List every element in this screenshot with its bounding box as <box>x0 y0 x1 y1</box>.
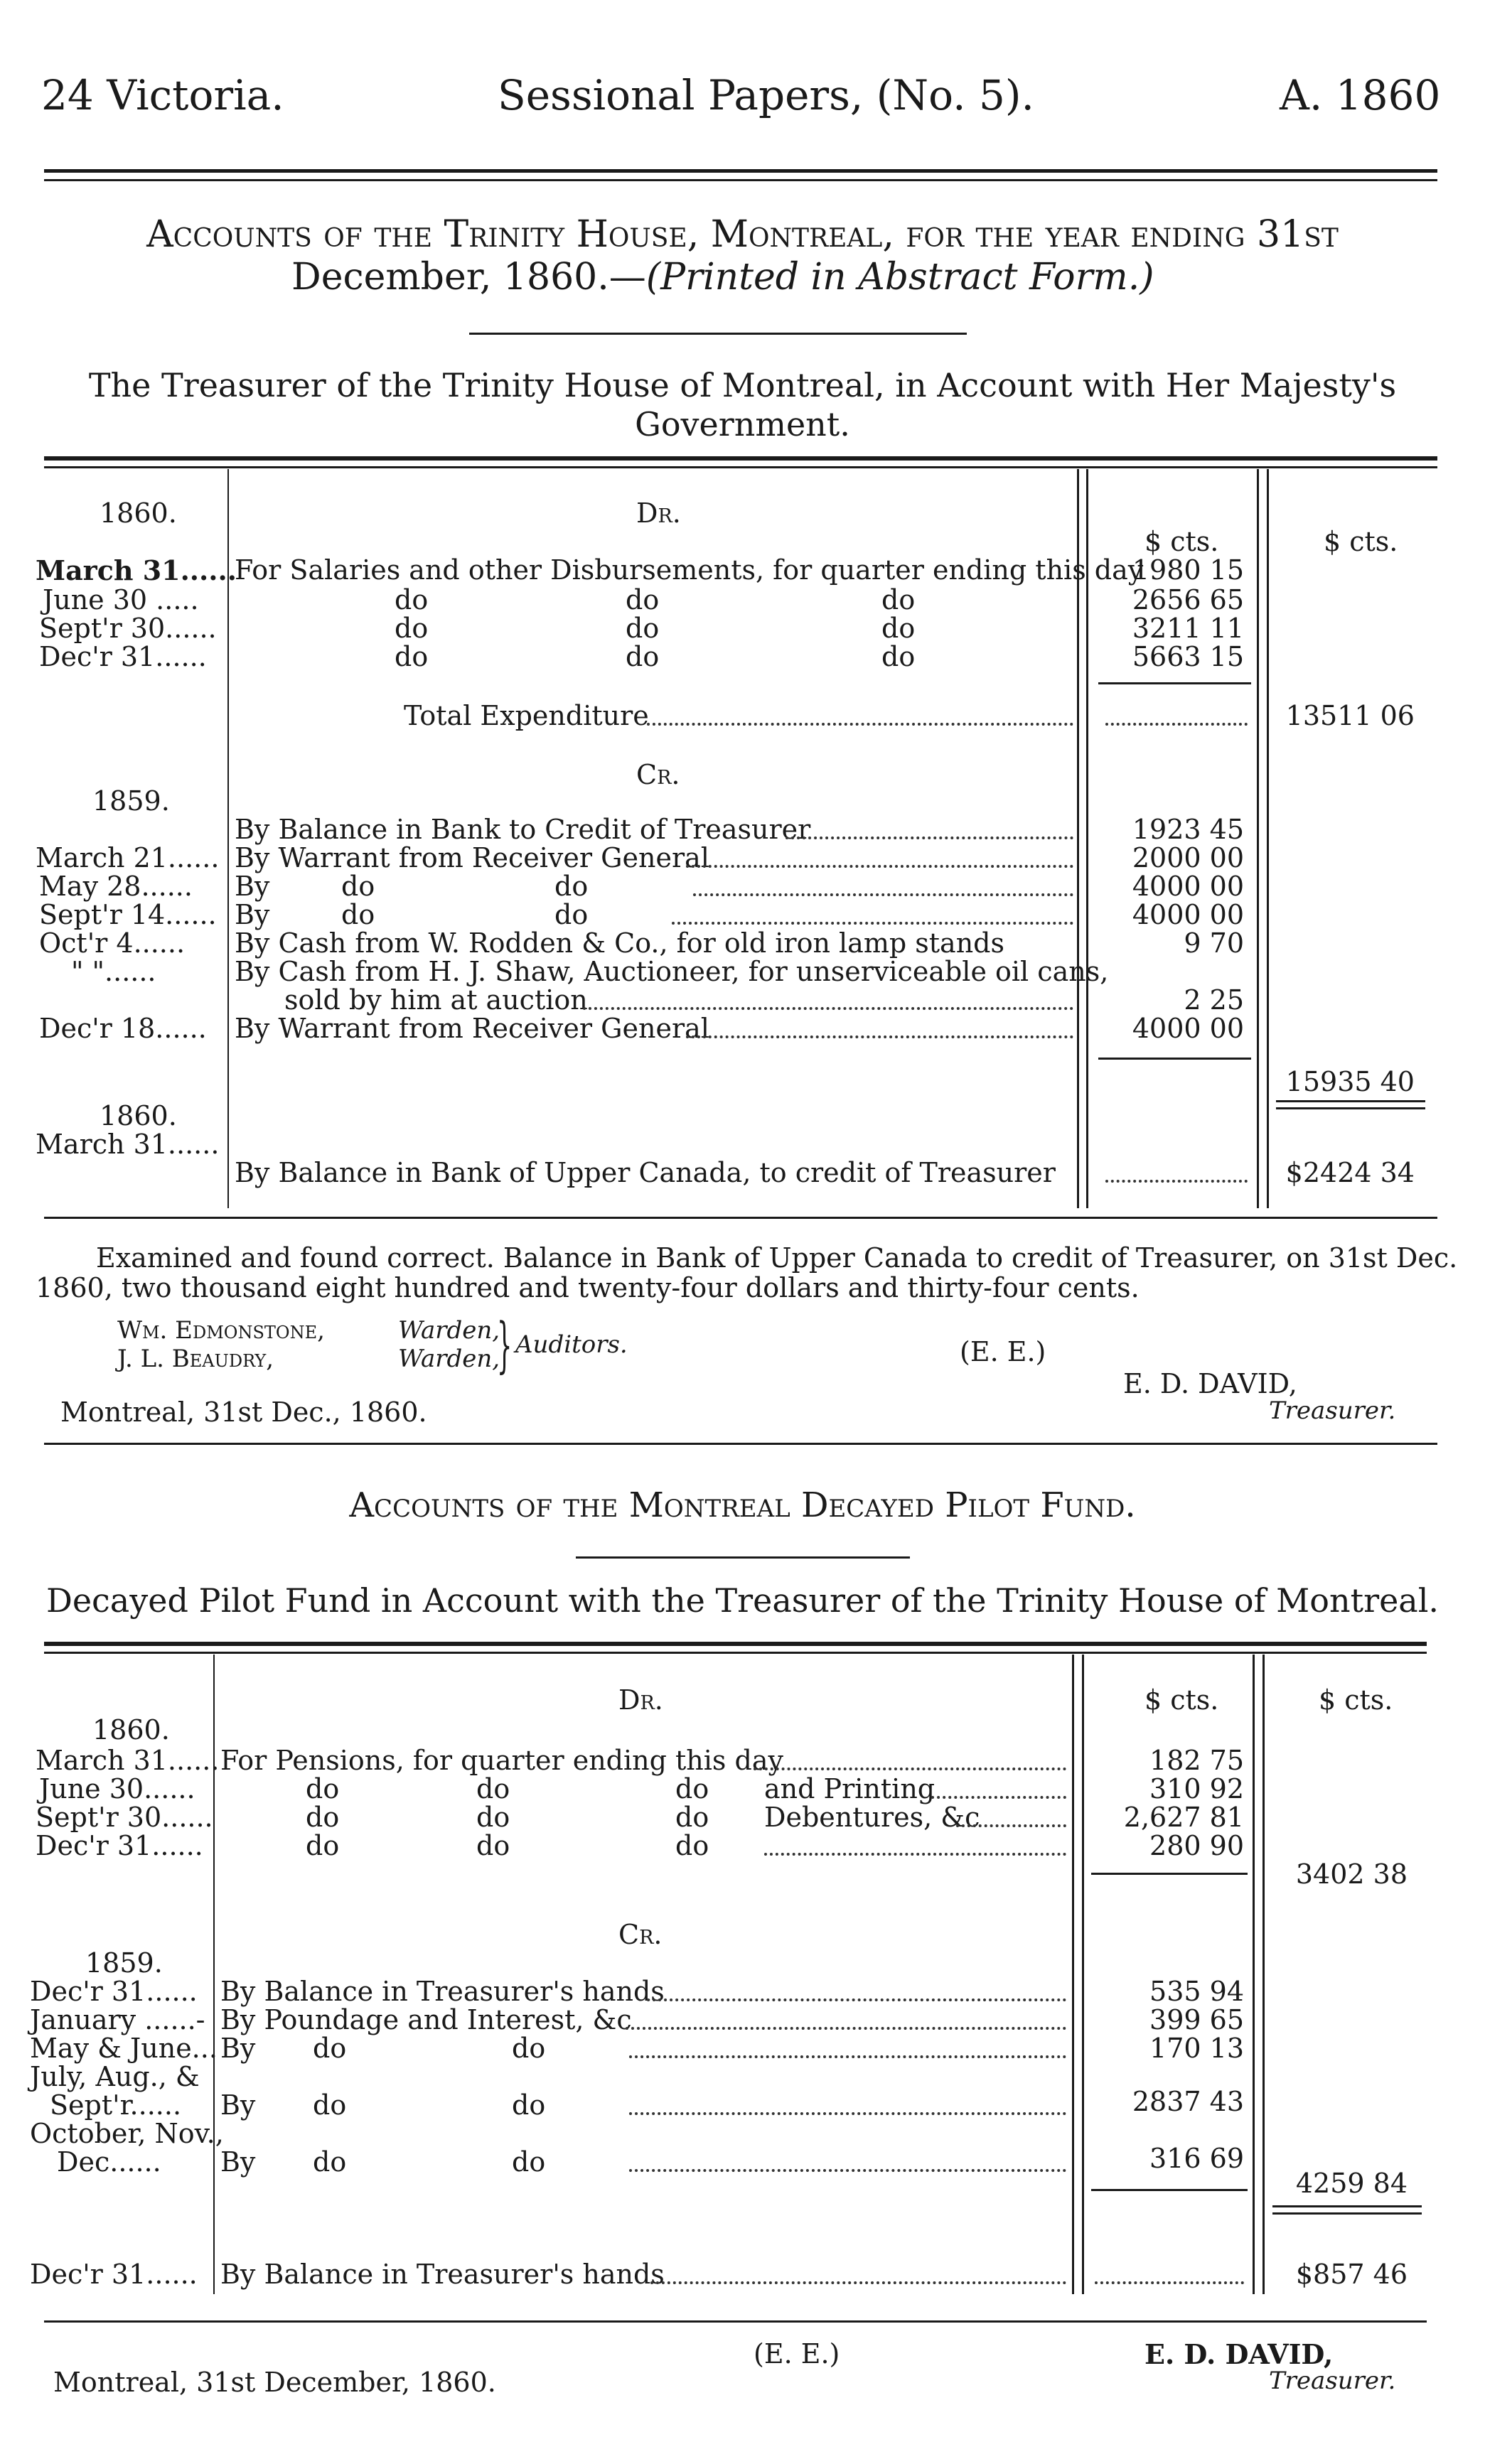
trinity-bal-year: 1860. <box>100 1100 177 1131</box>
trinity-cr-row-amount: 2 25 <box>1184 984 1244 1016</box>
pilot-cr-row-date: May & June... <box>30 2033 218 2064</box>
pilot-dr-total: 3402 38 <box>1295 1858 1408 1890</box>
trinity-dr-row-ditto: do <box>881 584 916 615</box>
trinity-cr-row-text: By <box>235 871 270 902</box>
section-separator <box>44 1443 1437 1445</box>
leader-dots <box>650 2279 1066 2284</box>
trinity-cr-total-rule2 <box>1276 1107 1425 1109</box>
pilot-table-top-rule2 <box>44 1652 1427 1654</box>
trinity-cr-row-text: By <box>235 899 270 930</box>
trinity-signer: E. D. DAVID, <box>1123 1368 1297 1399</box>
pilot-cr-row-amount: 399 65 <box>1149 2004 1244 2035</box>
leader-dots <box>786 834 1073 839</box>
trinity-ee: (E. E.) <box>960 1336 1046 1367</box>
header-session: 24 Victoria. <box>41 71 284 119</box>
pilot-subtitle: Decayed Pilot Fund in Account with the Treasurer of the Trinity House of Montreal. <box>45 1581 1440 1620</box>
pilot-dr-row-date: June 30...... <box>39 1773 195 1804</box>
trinity-cr-row-text: By Warrant from Receiver General <box>235 1013 709 1044</box>
pilot-col-header-1: $ cts. <box>1144 1684 1219 1716</box>
pilot-cr-row-ditto: do <box>313 2033 347 2064</box>
pilot-col-divider-3 <box>1253 1655 1255 2294</box>
pilot-dr-row-ditto: do <box>675 1830 709 1861</box>
trinity-bal-amount: $2424 34 <box>1285 1157 1415 1188</box>
trinity-title-line1: Accounts of the Trinity House, Montreal, for the year ending 31st <box>146 213 1339 256</box>
trinity-title-line2: December, 1860.—(Printed in Abstract Form.) <box>291 256 1154 298</box>
pilot-dr-row-ditto: do <box>675 1802 709 1833</box>
pilot-cr-row-amount: 535 94 <box>1149 1976 1244 2007</box>
trinity-dr-row-ditto: do <box>395 613 429 644</box>
trinity-dr-row-date: Dec'r 31...... <box>39 641 207 672</box>
trinity-bal-text: By Balance in Bank of Upper Canada, to credit of Treasurer <box>235 1157 1056 1188</box>
pilot-col-header-2: $ cts. <box>1319 1684 1393 1716</box>
trinity-col-header-2: $ cts. <box>1324 526 1398 557</box>
leader-dots <box>686 862 1073 868</box>
pilot-cr-row-text: By <box>220 2089 256 2121</box>
trinity-dr-row-ditto: do <box>395 584 429 615</box>
trinity-total-expenditure-label: Total Expenditure <box>404 700 649 731</box>
trinity-title-divider <box>469 333 967 335</box>
pilot-bal-date: Dec'r 31...... <box>30 2259 198 2290</box>
pilot-col-divider-2 <box>1082 1655 1084 2294</box>
leader-dots <box>1095 2279 1244 2284</box>
pilot-dr-row-ditto: do <box>476 1802 510 1833</box>
pilot-dr-row-extra: and Printing <box>764 1773 936 1804</box>
trinity-dr-row-ditto: do <box>626 641 660 672</box>
trinity-dr-row-amount: 3211 11 <box>1132 613 1244 644</box>
trinity-dr-row-ditto: do <box>881 641 916 672</box>
pilot-dr-row-amount: 310 92 <box>1149 1773 1244 1804</box>
trinity-cr-row-ditto: do <box>341 899 375 930</box>
auditor-2-name: J. L. Beaudry, <box>117 1345 274 1373</box>
trinity-dr-row-date: June 30 ..... <box>43 584 199 615</box>
trinity-cr-row-date: Dec'r 18...... <box>39 1013 207 1044</box>
pilot-col-divider-4 <box>1262 1655 1265 2294</box>
trinity-cr-row-ditto: do <box>554 899 589 930</box>
leader-dots <box>626 2024 1066 2030</box>
pilot-place-date: Montreal, 31st December, 1860. <box>53 2367 496 2398</box>
trinity-dr-year: 1860. <box>100 497 177 529</box>
pilot-cr-row-date: Sept'r...... <box>50 2089 182 2121</box>
leader-dots <box>686 1033 1073 1038</box>
leader-dots <box>1105 1177 1248 1183</box>
trinity-dr-row-ditto: do <box>626 613 660 644</box>
pilot-title-divider <box>576 1556 910 1559</box>
pilot-dr-row-text: For Pensions, for quarter ending this day <box>220 1745 783 1776</box>
trinity-dr-row-amount: 5663 15 <box>1132 641 1244 672</box>
pilot-cr-row-ditto: do <box>313 2146 347 2178</box>
pilot-dr-row-date: Dec'r 31...... <box>36 1830 203 1861</box>
trinity-place-date: Montreal, 31st Dec., 1860. <box>60 1397 427 1428</box>
pilot-title: Accounts of the Montreal Decayed Pilot Fund. <box>349 1485 1136 1525</box>
auditors-label: Auditors. <box>515 1330 628 1359</box>
trinity-dr-row-ditto: do <box>881 613 916 644</box>
pilot-bal-text: By Balance in Treasurer's hands <box>220 2259 665 2290</box>
trinity-examined-line1: Examined and found correct. Balance in Bank of Upper Canada to credit of Treasurer, on 31st Dec. <box>96 1242 1458 1274</box>
trinity-subtitle-line2: Government. <box>635 405 850 443</box>
pilot-dr-row-ditto: do <box>476 1830 510 1861</box>
trinity-cr-row-date: Sept'r 14...... <box>39 899 217 930</box>
trinity-cr-row-amount: 2000 00 <box>1132 842 1244 873</box>
trinity-dr-row-amount: 2656 65 <box>1132 584 1244 615</box>
pilot-dr-row-amount: 280 90 <box>1149 1830 1244 1861</box>
trinity-cr-total: 15935 40 <box>1285 1066 1415 1097</box>
trinity-cr-row-amount: 9 70 <box>1184 927 1244 959</box>
pilot-dr-year: 1860. <box>92 1714 170 1745</box>
pilot-dr-row-amount: 2,627 81 <box>1123 1802 1244 1833</box>
trinity-cr-row-date: " "...... <box>71 956 156 987</box>
trinity-cr-row-date: March 21...... <box>36 842 220 873</box>
trinity-cr-row-text: By Cash from H. J. Shaw, Auctioneer, for unserviceable oil cans, <box>235 956 1109 987</box>
trinity-cr-row-amount: 4000 00 <box>1132 1013 1244 1044</box>
pilot-col-divider-1 <box>1072 1655 1074 2294</box>
pilot-cr-total-rule <box>1272 2205 1422 2207</box>
trinity-cr-row-text: By Cash from W. Rodden & Co., for old iron lamp stands <box>235 927 1004 959</box>
header-year: A. 1860 <box>1280 71 1441 119</box>
leader-dots <box>1105 720 1248 726</box>
leader-dots <box>647 1996 1066 2001</box>
trinity-cr-row-amount: 1923 45 <box>1132 814 1244 845</box>
pilot-dr-row-ditto: do <box>675 1773 709 1804</box>
leader-dots <box>956 1822 1066 1827</box>
auditors-brace: } <box>497 1310 513 1379</box>
trinity-dr-row-ditto: do <box>395 641 429 672</box>
trinity-dr-row-text: For Salaries and other Disbursements, for quarter ending this day <box>235 554 1144 586</box>
pilot-cr-row-text: By Poundage and Interest, &c <box>220 2004 632 2035</box>
trinity-cr-row-date: Oct'r 4...... <box>39 927 186 959</box>
leader-dots <box>672 919 1073 925</box>
trinity-cr-subtotal-rule <box>1098 1058 1251 1060</box>
pilot-dr-row-amount: 182 75 <box>1149 1745 1244 1776</box>
pilot-table-top-rule <box>44 1642 1427 1646</box>
pilot-cr-year: 1859. <box>85 1947 163 1979</box>
pilot-cr-total-rule2 <box>1272 2212 1422 2215</box>
trinity-subtitle-line1: The Treasurer of the Trinity House of Montreal, in Account with Her Majesty's <box>88 366 1397 404</box>
pilot-cr-row-text: By <box>220 2033 256 2064</box>
pilot-bal-amount: $857 46 <box>1295 2259 1408 2290</box>
trinity-col-divider-4 <box>1267 469 1269 1208</box>
leader-dots <box>931 1793 1066 1799</box>
trinity-cr-year: 1859. <box>92 785 170 817</box>
trinity-cr-row-text: By Balance in Bank to Credit of Treasurer <box>235 814 811 845</box>
pilot-dr-row-date: March 31...... <box>36 1745 220 1776</box>
trinity-cr-row-amount: 4000 00 <box>1132 899 1244 930</box>
pilot-dr-label: Dr. <box>618 1684 663 1716</box>
pilot-dr-subtotal-rule <box>1091 1873 1248 1875</box>
pilot-cr-row-text: By <box>220 2146 256 2178</box>
pilot-dr-row-ditto: do <box>306 1830 340 1861</box>
trinity-dr-label: Dr. <box>636 497 681 529</box>
pilot-cr-subtotal-rule <box>1091 2189 1248 2191</box>
trinity-cr-label: Cr. <box>636 759 680 790</box>
trinity-cr-row-text: sold by him at auction <box>284 984 588 1016</box>
trinity-dr-row-amount: 1980 15 <box>1132 554 1244 586</box>
leader-dots <box>629 2166 1066 2172</box>
pilot-cr-row-date: July, Aug., & <box>30 2061 200 2092</box>
pilot-cr-row-amount: 316 69 <box>1149 2143 1244 2174</box>
pilot-cr-row-date: January ......- <box>30 2004 205 2035</box>
trinity-table-bottom-rule <box>44 1217 1437 1219</box>
trinity-dr-row-date: Sept'r 30...... <box>39 613 217 644</box>
trinity-cr-row-date: May 28...... <box>39 871 193 902</box>
trinity-col-divider-3 <box>1257 469 1259 1208</box>
pilot-cr-label: Cr. <box>618 1919 663 1950</box>
pilot-cr-row-text: By Balance in Treasurer's hands <box>220 1976 665 2007</box>
trinity-cr-row-ditto: do <box>554 871 589 902</box>
pilot-cr-row-ditto: do <box>512 2089 546 2121</box>
leader-dots <box>764 1850 1066 1856</box>
pilot-cr-row-ditto: do <box>313 2089 347 2121</box>
auditor-1-role: Warden, <box>398 1316 500 1345</box>
pilot-signer: E. D. DAVID, <box>1144 2338 1334 2370</box>
trinity-examined-line2: 1860, two thousand eight hundred and twenty-four dollars and thirty-four cents. <box>36 1272 1140 1303</box>
header-rule-bottom <box>44 179 1437 181</box>
leader-dots <box>693 891 1073 896</box>
trinity-signer-role: Treasurer. <box>1269 1397 1396 1425</box>
pilot-cr-row-date: October, Nov., <box>30 2118 224 2149</box>
leader-dots <box>629 2109 1066 2115</box>
leader-dots <box>583 1004 1073 1010</box>
pilot-table-bottom-rule <box>44 2320 1427 2323</box>
trinity-cr-row-text: By Warrant from Receiver General <box>235 842 709 873</box>
pilot-cr-total: 4259 84 <box>1295 2168 1408 2199</box>
leader-dots <box>647 720 1073 726</box>
pilot-cr-row-date: Dec'r 31...... <box>30 1976 198 2007</box>
leader-dots <box>754 1765 1066 1770</box>
auditor-1-name: Wm. Edmonstone, <box>117 1316 325 1345</box>
trinity-cr-total-rule <box>1276 1100 1425 1102</box>
header-title: Sessional Papers, (No. 5). <box>498 71 1034 119</box>
trinity-cr-row-amount: 4000 00 <box>1132 871 1244 902</box>
trinity-table-top-rule2 <box>44 466 1437 468</box>
pilot-cr-row-date: Dec...... <box>57 2146 161 2178</box>
trinity-col-header-1: $ cts. <box>1144 526 1219 557</box>
leader-dots <box>629 2053 1066 2058</box>
pilot-dr-row-extra: Debentures, &c <box>764 1802 980 1833</box>
trinity-dr-row-ditto: do <box>626 584 660 615</box>
pilot-dr-row-ditto: do <box>476 1773 510 1804</box>
pilot-ee: (E. E.) <box>754 2338 840 2369</box>
pilot-cr-row-ditto: do <box>512 2146 546 2178</box>
auditor-2-role: Warden, <box>398 1345 500 1373</box>
pilot-dr-row-ditto: do <box>306 1802 340 1833</box>
trinity-cr-row-ditto: do <box>341 871 375 902</box>
trinity-table-top-rule <box>44 456 1437 461</box>
pilot-dr-row-ditto: do <box>306 1773 340 1804</box>
trinity-dr-row-date: March 31...... <box>36 554 237 586</box>
trinity-bal-date: March 31...... <box>36 1129 220 1160</box>
pilot-cr-row-amount: 2837 43 <box>1132 2086 1244 2117</box>
pilot-signer-role: Treasurer. <box>1269 2367 1396 2395</box>
pilot-cr-row-ditto: do <box>512 2033 546 2064</box>
header-rule-top <box>44 169 1437 173</box>
pilot-dr-row-date: Sept'r 30...... <box>36 1802 213 1833</box>
trinity-dr-subtotal-rule <box>1098 682 1251 684</box>
trinity-total-expenditure: 13511 06 <box>1285 700 1415 731</box>
pilot-cr-row-amount: 170 13 <box>1149 2033 1244 2064</box>
